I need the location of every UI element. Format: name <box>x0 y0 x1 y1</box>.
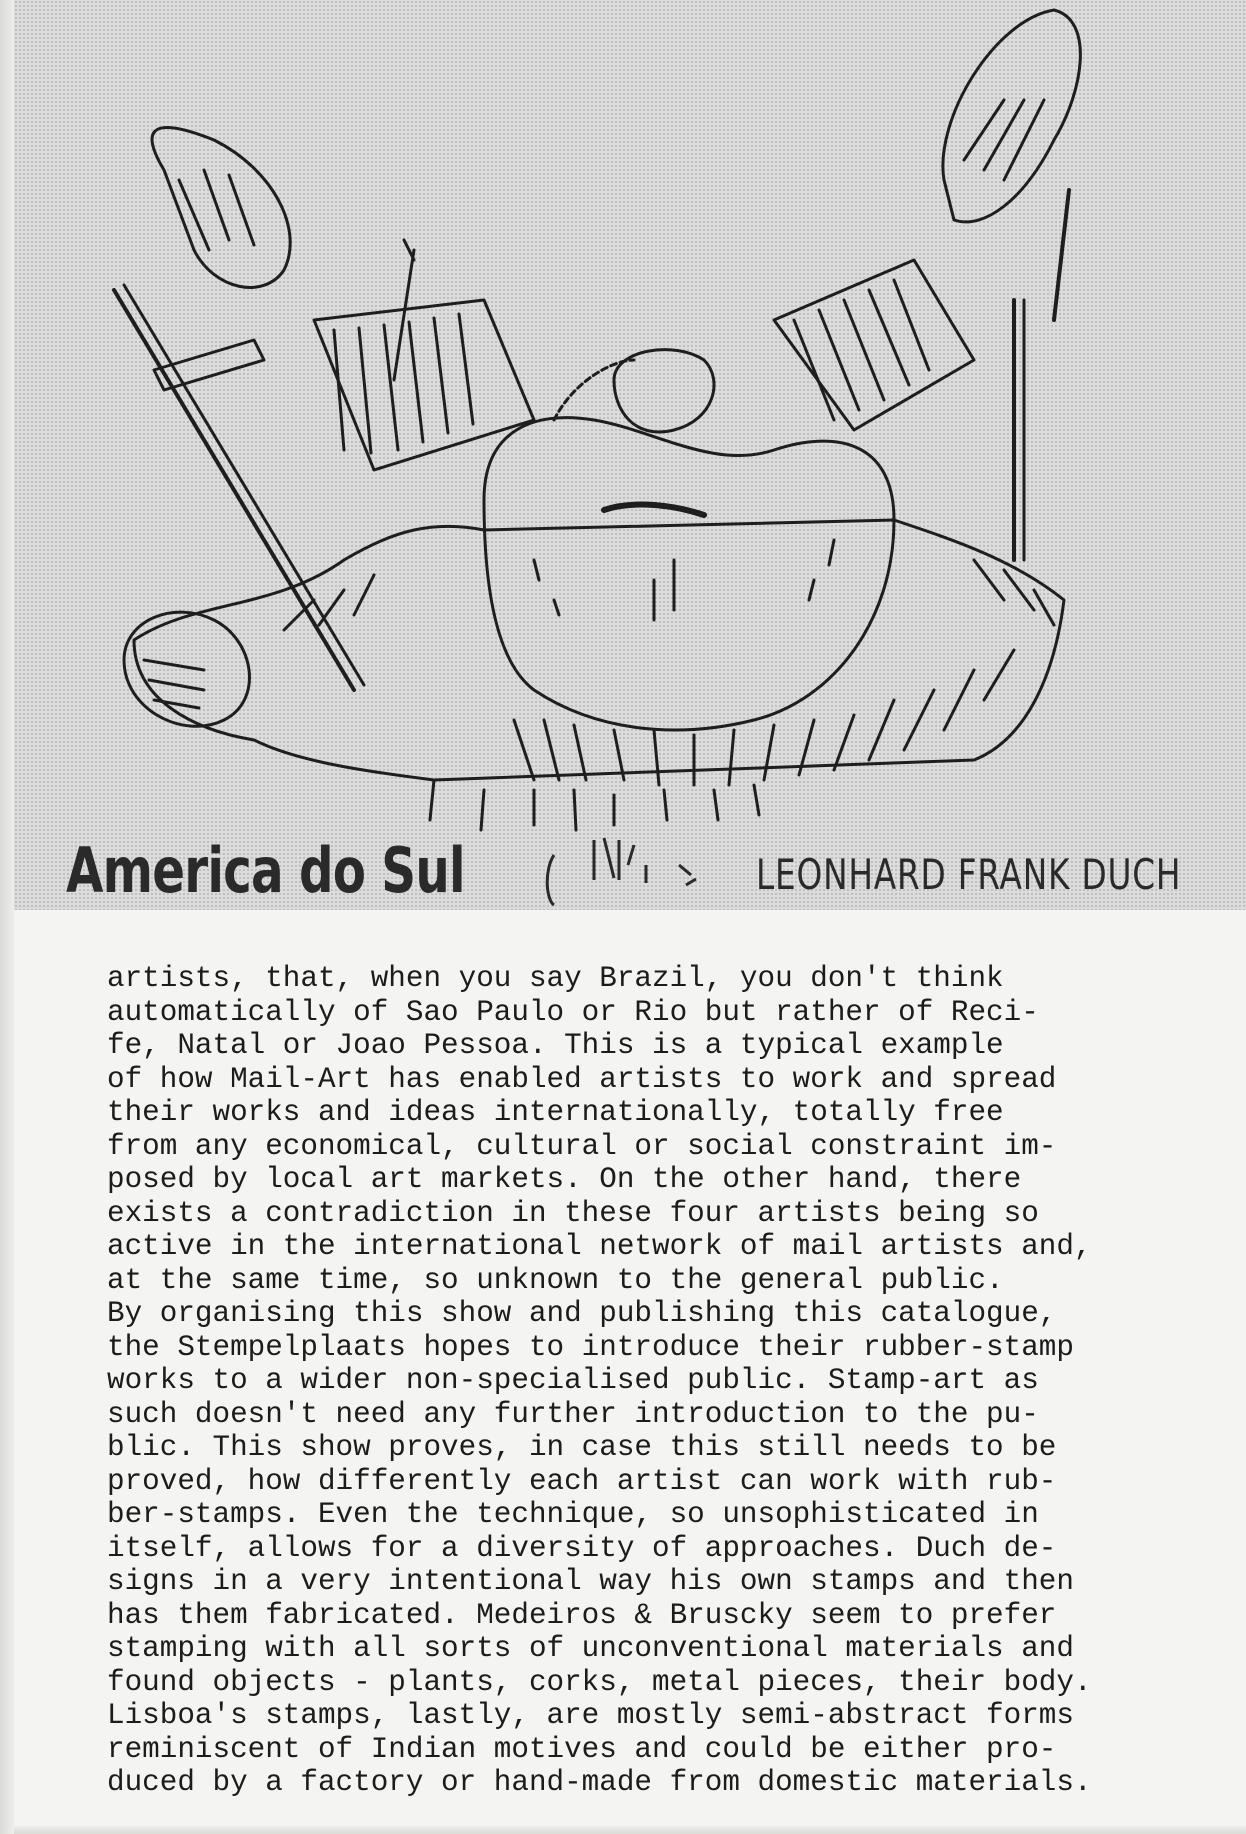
text-line: fe, Natal or Joao Pessoa. This is a typical example <box>107 1029 1004 1062</box>
text-line: posed by local art markets. On the other hand, there <box>107 1163 1022 1196</box>
text-line: exists a contradiction in these four artists being so <box>107 1196 1039 1230</box>
text-line: has them fabricated. Medeiros & Bruscky seem to prefer <box>107 1598 1057 1632</box>
text-line: By organising this show and publishing this catalogue, <box>107 1297 1057 1330</box>
text-line: works to a wider non-specialised public. Stamp-art as <box>107 1364 1039 1397</box>
text-line: from any economical, cultural or social constraint im- <box>107 1129 1057 1163</box>
text-line: blic. This show proves, in case this still needs to be <box>107 1431 1057 1464</box>
body-text <box>107 962 1227 1800</box>
text-line: of how Mail-Art has enabled artists to work and spread <box>107 1062 1057 1096</box>
page-edge <box>0 0 14 1834</box>
text-line: such doesn't need any further introduction to the pu- <box>107 1397 1039 1431</box>
stamp-illustration <box>14 0 1246 910</box>
body-shape <box>484 418 894 730</box>
text-line: active in the international network of mail artists and, <box>107 1230 1092 1263</box>
text-line: itself, allows for a diversity of approaches. Duch de- <box>107 1531 1057 1565</box>
text-line: Lisboa's stamps, lastly, are mostly semi-abstract forms <box>107 1699 1074 1732</box>
text-line: artists, that, when you say Brazil, you don't think <box>107 962 1004 995</box>
text-line: reminiscent of Indian motives and could be either pro- <box>107 1732 1057 1766</box>
text-line: their works and ideas internationally, totally free <box>107 1096 1004 1129</box>
text-line: signs in a very intentional way his own stamps and then <box>107 1565 1074 1598</box>
text-line: at the same time, so unknown to the general public. <box>107 1263 1004 1297</box>
right-boot <box>943 10 1080 222</box>
text-line: automatically of Sao Paulo or Rio but rather of Reci- <box>107 995 1039 1029</box>
illustration-title: America do Sul <box>66 834 465 907</box>
text-line: stamping with all sorts of unconventional materials and <box>107 1632 1074 1665</box>
left-boot <box>152 128 290 288</box>
text-line: ber-stamps. Even the technique, so unsophisticated in <box>107 1498 1039 1531</box>
text-line: duced by a factory or hand-made from domestic materials. <box>107 1766 1092 1799</box>
illustration-artist: LEONHARD FRANK DUCH <box>756 850 1182 899</box>
line-drawing <box>14 0 1246 910</box>
text-line: proved, how differently each artist can work with rub- <box>107 1464 1057 1498</box>
text-line: the Stempelplaats hopes to introduce their rubber-stamp <box>107 1330 1074 1364</box>
text-line: found objects - plants, corks, metal pieces, their body. <box>107 1665 1092 1699</box>
page-bottom-edge <box>14 1826 1246 1834</box>
